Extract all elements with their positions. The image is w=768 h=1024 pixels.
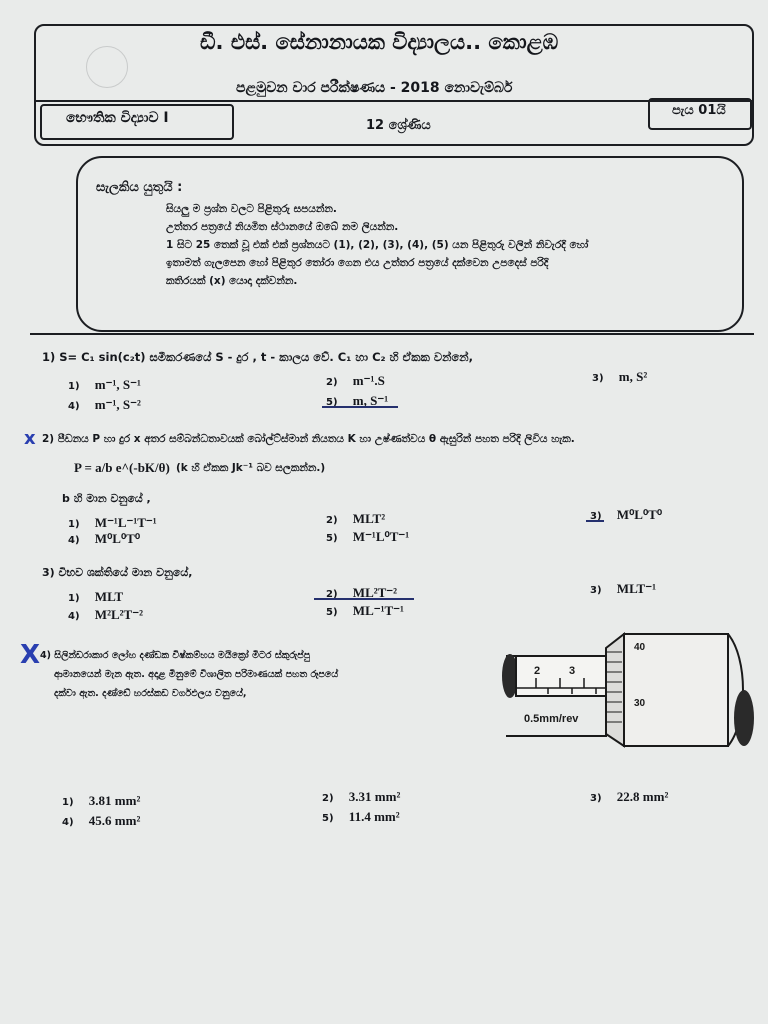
grade-label: 12 ශ්‍රේණිය (366, 118, 431, 133)
q2-option-3: 3) M⁰L⁰T⁰ (590, 507, 663, 522)
q2-option-2: 2) MLT² (326, 511, 386, 526)
thimble-bevel (606, 634, 624, 746)
q3-option-3: 3) MLT⁻¹ (590, 581, 656, 596)
instruction-line: සියලු ම ප්‍රශ්න වලට පිළිතුරු සපයන්න. (166, 203, 337, 215)
thimble-label-30: 30 (634, 698, 646, 709)
q2-note: (k හි ඒකක Jk⁻¹ බව සලකන්න.) (176, 462, 326, 474)
q3-option-5: 5) ML⁻¹T⁻¹ (326, 603, 404, 618)
q1-option-5: 5) m, S⁻¹ (326, 393, 389, 408)
q4-option-2: 2) 3.31 mm² (322, 789, 401, 804)
q1-option-1: 1) m⁻¹, S⁻¹ (68, 377, 141, 392)
q4-option-5: 5) 11.4 mm² (322, 809, 400, 824)
instructions-heading: සැලකිය යුතුයි : (96, 180, 183, 195)
q3-option-1: 1) MLT (68, 589, 124, 604)
q2-option-1: 1) M⁻¹L⁻¹T⁻¹ (68, 515, 157, 530)
q3-stem: 3) විභව ශක්තියේ මාන වනුයේ, (42, 566, 193, 579)
header-divider (34, 100, 752, 102)
micrometer-diagram (496, 628, 760, 756)
school-crest (86, 46, 128, 88)
q4-pen-mark: X (20, 640, 41, 670)
q2-subprompt: b හි මාන වනුයේ , (62, 492, 151, 505)
instruction-line: 1 සිට 25 තෙක් වූ එක් එක් ප්‍රශ්නයට (1), (2), (3), (4), (5) යන පිළිතුරු වලින් නිවැරදි හෝ (166, 239, 589, 251)
q2-pen-mark: x (24, 428, 36, 449)
q1-stem: 1) S= C₁ sin(c₂t) සමීකරණයේ S - දුර , t - කාලය වේ. C₁ හා C₂ හි ඒකක වන්නේ, (42, 350, 474, 364)
exam-title: පළමුවන වාර පරීක්ෂණය - 2018 නොවැම්බර් (236, 80, 513, 96)
time-label: පැය 01යි (672, 103, 726, 118)
rod-right-end (734, 690, 754, 746)
q3-option-4: 4) M²L²T⁻² (68, 607, 143, 622)
instruction-line: ඉතාමත් ගැලපෙන හෝ පිළිතුර තෝරා ගෙන එය උත්තර පත්‍රයේ දක්වෙන උපදෙස් පරිදි (166, 257, 549, 269)
instruction-line: උත්තර පත්‍රයේ නියමිත ස්ථානයේ ඔබේ නම ලියන්න. (166, 221, 399, 233)
q4-option-1: 1) 3.81 mm² (62, 793, 141, 808)
sleeve (516, 656, 608, 696)
thimble-label-40: 40 (634, 642, 646, 653)
q3-option-2: 2) ML²T⁻² (326, 585, 398, 600)
q1-answer-underline (322, 406, 398, 408)
q1-option-2: 2) m⁻¹.S (326, 373, 385, 388)
q4-option-4: 4) 45.6 mm² (62, 813, 141, 828)
subject-label: භෞතික විද්‍යාව I (66, 110, 169, 126)
q2-stem: 2) පීඩනය P හා දුර x අතර සම්බන්ධතාවයක් බෝල්ට්ස්මාන් නියතය K හා උෂ්ණත්වය θ ඇසුරින් පහත පරිදි ලිවිය හැක. (42, 433, 575, 445)
pitch-label: 0.5mm/rev (524, 713, 579, 725)
section-divider (30, 333, 754, 335)
q2-option-4: 4) M⁰L⁰T⁰ (68, 531, 141, 546)
main-scale-label-2: 2 (534, 665, 541, 677)
instruction-line: කතිරයක් (x) යොදා දක්වන්න. (166, 275, 298, 287)
q4-stem-line: ආමානයෙන් මැන ඇත. අදාළ මිනුමේ විශාලිත පරිමාණයක් පහත රූපයේ (54, 669, 339, 680)
q1-option-4: 4) m⁻¹, S⁻² (68, 397, 141, 412)
q4-option-3: 3) 22.8 mm² (590, 789, 669, 804)
q1-option-3: 3) m, S² (592, 369, 648, 384)
q4-stem-line: දක්වා ඇත. දණ්ඩේ හරස්කඩ වර්ගඵලය වනුයේ, (54, 688, 247, 699)
q2-answer-mark (586, 520, 604, 522)
instructions-text (166, 200, 588, 290)
q4-stem (40, 646, 338, 703)
q2-formula: P = a/b e^(-bK/θ) (74, 460, 170, 475)
main-scale-label-3: 3 (569, 665, 576, 677)
q2-option-5: 5) M⁻¹L⁰T⁻¹ (326, 529, 410, 544)
school-name: ඩී. එස්. සේනානායක විද්‍යාලය.. කොළඹ (200, 30, 559, 54)
q4-stem-line: 4) සිලින්ඩරාකාර ලෝහ දණ්ඩක විෂ්කම්භය මයික්‍රෝ මීටර ස්කුරුප්පු (40, 650, 311, 661)
